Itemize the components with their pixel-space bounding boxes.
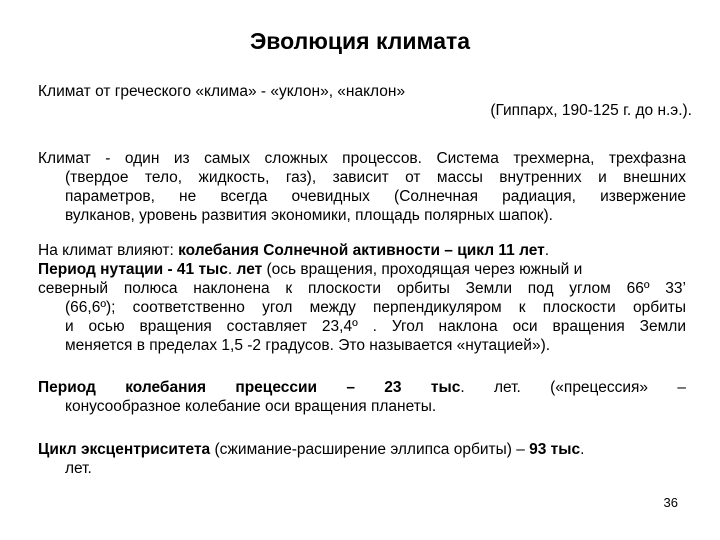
precession-note: («прецессия» – xyxy=(520,379,687,396)
eccentricity-paragraph xyxy=(38,440,686,478)
nutation-value: - 41 тыс xyxy=(163,261,228,278)
nutation-dot: . xyxy=(227,261,237,278)
factors-line-3: северный полюса наклонена к плоскости орбиты Земли под углом 66º 33’ xyxy=(38,280,686,297)
page-number: 36 xyxy=(663,495,678,510)
eccentricity-line-2: лет. xyxy=(65,460,92,477)
definition-line-1: Климат - один из самых сложных процессов. Система трехмерна, трехфазна xyxy=(38,150,686,167)
etymology-source: (Гиппарх, 190-125 г. до н.э.). xyxy=(490,102,692,119)
precession-term: Период колебания прецессии – 23 тыс xyxy=(38,379,461,396)
definition-line-4: вулканов, уровень развития экономики, площадь полярных шапок). xyxy=(65,207,553,224)
etymology-paragraph xyxy=(38,82,692,120)
slide-title: Эволюция климата xyxy=(249,28,471,54)
nutation-explanation: (ось вращения, проходящая через южный и xyxy=(262,261,583,278)
factors-line-4: (66,6º); соответственно угол между перпендикуляром к плоскости орбиты xyxy=(65,299,686,316)
solar-cycle-value: – цикл 11 лет xyxy=(440,242,545,259)
precession-line-2: конусообразное колебание оси вращения планеты. xyxy=(65,398,437,415)
nutation-unit: лет xyxy=(236,261,263,278)
solar-activity-term: колебания Солнечной активности xyxy=(178,242,440,259)
eccentricity-value: 93 тыс xyxy=(529,441,581,458)
definition-line-3: параметров, не всегда очевидных (Солнечная радиация, извержение xyxy=(65,188,686,205)
factors-line-1-end: . xyxy=(544,242,550,259)
factors-intro: На климат влияют: xyxy=(38,242,179,259)
etymology-line: Климат от греческого «клима» - «уклон», «наклон» xyxy=(38,83,406,100)
climate-factors-paragraph xyxy=(38,241,686,355)
nutation-term: Период нутации xyxy=(38,261,164,278)
eccentricity-term: Цикл эксцентриситета xyxy=(38,441,211,458)
climate-definition-paragraph xyxy=(38,149,686,225)
factors-line-5: и осью вращения составляет 23,4º . Угол наклона оси вращения Земли xyxy=(65,318,686,335)
eccentricity-dot: . xyxy=(580,441,585,458)
eccentricity-line-1 xyxy=(38,440,686,459)
definition-line-2: (твердое тело, жидкость, газ), зависит от массы внутренних и внешних xyxy=(65,169,686,186)
precession-paragraph xyxy=(38,378,686,416)
eccentricity-explanation: (сжимание-расширение эллипса орбиты) – xyxy=(210,441,530,458)
factors-line-6: меняется в пределах 1,5 -2 градусов. Это называется «нутацией»). xyxy=(65,337,551,354)
factors-line-1 xyxy=(38,241,686,260)
precession-unit: . лет. xyxy=(460,379,521,396)
factors-line-2 xyxy=(38,260,686,279)
precession-line-1 xyxy=(38,378,686,397)
